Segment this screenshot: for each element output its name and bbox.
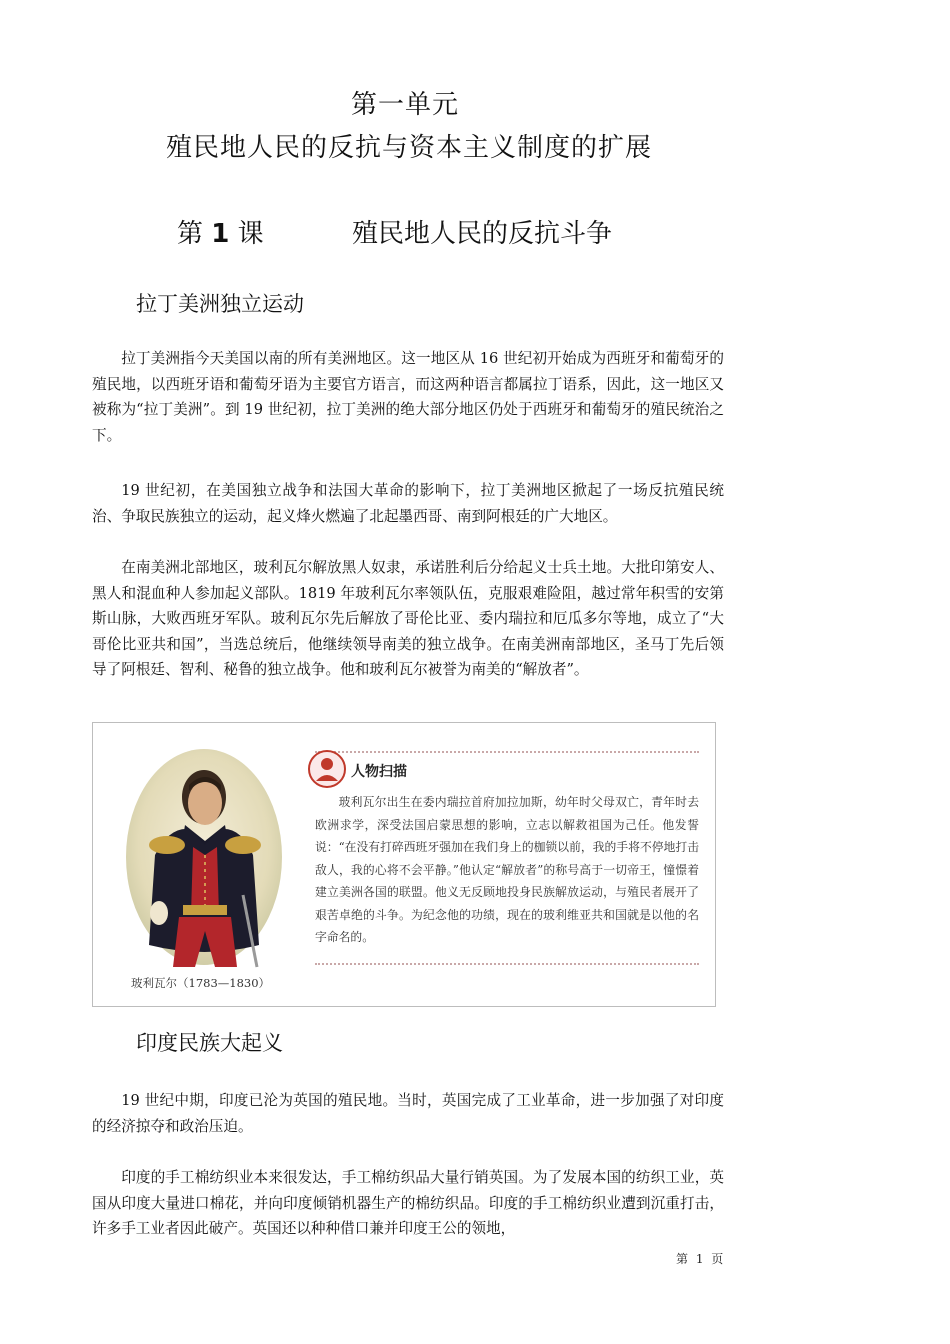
paragraph: 19 世纪中期，印度已沦为英国的殖民地。当时，英国完成了工业革命，进一步加强了对印度的经济掠夺和政治压迫。 <box>92 1092 724 1135</box>
unit-subtitle: 殖民地人民的反抗与资本主义制度的扩展 <box>165 133 652 163</box>
lesson-suffix: 课 <box>237 219 264 249</box>
lesson-heading <box>177 213 613 250</box>
section-heading: 印度民族大起义 <box>136 1031 283 1055</box>
paragraph: 拉丁美洲指今天美国以南的所有美洲地区。这一地区从 16 世纪初开始成为西班牙和葡萄牙的殖民地，以西班牙语和葡萄牙语为主要官方语言，而这两种语言都属拉丁语系，因此，这一地区又被称为“拉丁美洲”。到 19 世纪初，拉丁美洲的绝大部分地区仍处于西班牙和葡萄牙的殖民统治之下。 <box>92 350 724 444</box>
portrait-image <box>119 745 289 975</box>
lesson-prefix: 第 <box>177 219 204 249</box>
person-icon <box>307 749 347 789</box>
figure-box <box>92 722 716 1007</box>
portrait-caption: 玻利瓦尔（1783—1830） <box>131 976 271 990</box>
box-text: 玻利瓦尔出生在委内瑞拉首府加拉加斯，幼年时父母双亡，青年时去欧洲求学，深受法国启蒙思想的影响，立志以解救祖国为己任。他发誓说：“在没有打碎西班牙强加在我们身上的枷锁以前，我的手将不停地打击敌人，我的心将不会平静。”他认定“解放者”的称号高于一切帝王，憧憬着建立美洲各国的联盟。他义无反顾地投身民族解放运动，与殖民者展开了艰苦卓绝的斗争。为纪念他的功绩，现在的玻利维亚共和国就是以他的名字命名的。 <box>315 795 699 944</box>
box-title: 人物扫描 <box>351 764 407 780</box>
unit-label: 第一单元 <box>350 90 459 120</box>
paragraph: 在南美洲北部地区，玻利瓦尔解放黑人奴隶，承诺胜利后分给起义士兵土地。大批印第安人、黑人和混血种人参加起义部队。1819 年玻利瓦尔率领队伍，克服艰难险阻，越过常年积雪的安第斯山脉，大败西班牙军队。玻利瓦尔先后解放了哥伦比亚、委内瑞拉和厄瓜多尔等地，成立了“大哥伦比亚共和国”，当选总统后，他继续领导南美的独立战争。在南美洲南部地区，圣马丁先后领导了阿根廷、智利、秘鲁的独立战争。他和玻利瓦尔被誉为南美的“解放者”。 <box>92 559 724 678</box>
divider <box>315 963 699 965</box>
lesson-number: 1 <box>211 219 230 249</box>
lesson-title: 殖民地人民的反抗斗争 <box>352 219 613 249</box>
paragraph: 印度的手工棉纺织业本来很发达，手工棉纺织品大量行销英国。为了发展本国的纺织工业，英国从印度大量进口棉花，并向印度倾销机器生产的棉纺织品。印度的手工棉纺织业遭到沉重打击，许多手工业者因此破产。英国还以种种借口兼并印度王公的领地， <box>92 1169 724 1237</box>
divider <box>315 751 699 753</box>
paragraph: 19 世纪初，在美国独立战争和法国大革命的影响下，拉丁美洲地区掀起了一场反抗殖民统治、争取民族独立的运动，起义烽火燃遍了北起墨西哥、南到阿根廷的广大地区。 <box>92 482 724 525</box>
section-heading: 拉丁美洲独立运动 <box>136 292 304 316</box>
page-number: 第 1 页 <box>676 1252 726 1266</box>
